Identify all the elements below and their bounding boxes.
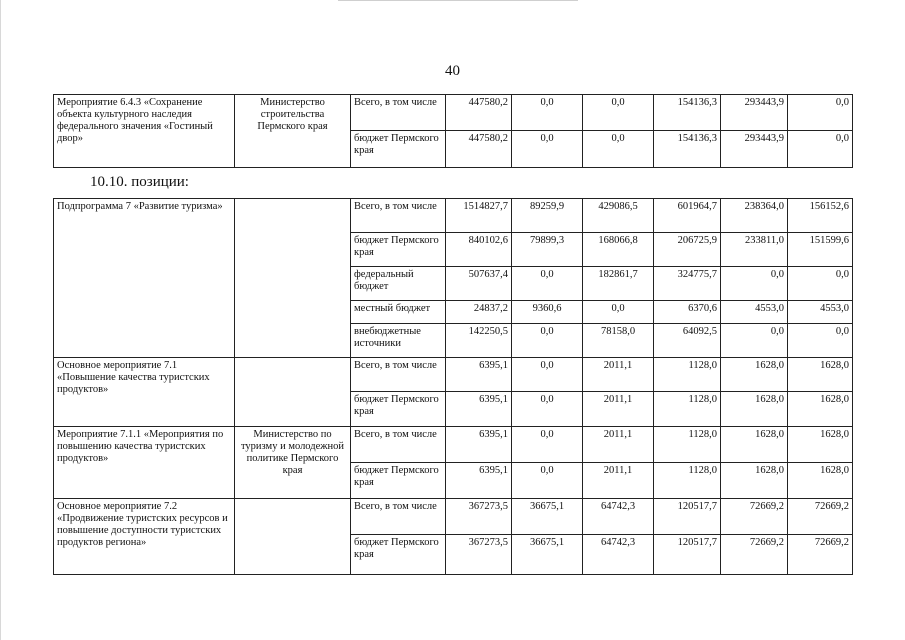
amount-cell-y2022: 72669,2 [788, 499, 853, 535]
amount-cell-y2019: 2011,1 [583, 427, 654, 463]
amount-cell-y2021: 0,0 [721, 267, 788, 301]
amount-cell-y2022: 1628,0 [788, 427, 853, 463]
amount-cell-y2019: 64742,3 [583, 535, 654, 575]
responsible-executor-cell: Министерство по туризму и молодежной политике Пермского края [235, 427, 351, 499]
funding-source-cell: федеральный бюджет [351, 267, 446, 301]
page-number: 40 [445, 63, 460, 79]
responsible-executor-cell: Министерство строительства Пермского края [235, 95, 351, 168]
amount-cell-y2022: 151599,6 [788, 233, 853, 267]
activity-name-cell: Основное мероприятие 7.2 «Продвижение туристских ресурсов и повышение доступности туристских продуктов региона» [54, 499, 235, 575]
section-heading: 10.10. позиции: [90, 174, 189, 190]
program-table-continued [53, 94, 853, 168]
amount-cell-y2019: 0,0 [583, 301, 654, 324]
activity-name-cell: Основное мероприятие 7.1 «Повышение качества туристских продуктов» [54, 358, 235, 427]
amount-cell-y2021: 72669,2 [721, 499, 788, 535]
amount-cell-y2020: 324775,7 [654, 267, 721, 301]
amount-cell-y2018: 0,0 [512, 358, 583, 392]
funding-source-cell: Всего, в том числе [351, 95, 446, 131]
amount-cell-y2020: 6370,6 [654, 301, 721, 324]
amount-cell-y2021: 1628,0 [721, 427, 788, 463]
funding-source-cell: Всего, в том числе [351, 358, 446, 392]
responsible-executor-cell [235, 499, 351, 575]
amount-cell-y2021: 293443,9 [721, 95, 788, 131]
amount-cell-y2020: 154136,3 [654, 131, 721, 168]
activity-name-cell: Мероприятие 6.4.3 «Сохранение объекта культурного наследия федерального значения «Гостиный двор» [54, 95, 235, 168]
amount-cell-y2022: 1628,0 [788, 392, 853, 427]
amount-cell-y2022: 0,0 [788, 95, 853, 131]
amount-cell-y2021: 4553,0 [721, 301, 788, 324]
amount-cell-y-total: 367273,5 [446, 535, 512, 575]
amount-cell-y2022: 4553,0 [788, 301, 853, 324]
responsible-executor-cell [235, 199, 351, 358]
amount-cell-y2018: 0,0 [512, 267, 583, 301]
amount-cell-y2018: 0,0 [512, 427, 583, 463]
funding-source-cell: бюджет Пермского края [351, 463, 446, 499]
amount-cell-y2019: 2011,1 [583, 358, 654, 392]
amount-cell-y2021: 238364,0 [721, 199, 788, 233]
table-row [54, 199, 853, 233]
amount-cell-y-total: 840102,6 [446, 233, 512, 267]
funding-source-cell: бюджет Пермского края [351, 131, 446, 168]
amount-cell-y2022: 0,0 [788, 267, 853, 301]
amount-cell-y2018: 36675,1 [512, 535, 583, 575]
amount-cell-y2018: 89259,9 [512, 199, 583, 233]
amount-cell-y2021: 1628,0 [721, 392, 788, 427]
amount-cell-y2018: 36675,1 [512, 499, 583, 535]
amount-cell-y-total: 367273,5 [446, 499, 512, 535]
funding-source-cell: бюджет Пермского края [351, 535, 446, 575]
funding-source-cell: местный бюджет [351, 301, 446, 324]
amount-cell-y2020: 120517,7 [654, 499, 721, 535]
amount-cell-y2019: 0,0 [583, 95, 654, 131]
amount-cell-y-total: 6395,1 [446, 427, 512, 463]
amount-cell-y2020: 1128,0 [654, 427, 721, 463]
amount-cell-y2021: 0,0 [721, 324, 788, 358]
amount-cell-y2020: 120517,7 [654, 535, 721, 575]
amount-cell-y2022: 0,0 [788, 131, 853, 168]
table-row [54, 499, 853, 535]
amount-cell-y2019: 2011,1 [583, 463, 654, 499]
amount-cell-y2020: 154136,3 [654, 95, 721, 131]
amount-cell-y2019: 0,0 [583, 131, 654, 168]
funding-source-cell: Всего, в том числе [351, 427, 446, 463]
amount-cell-y2020: 1128,0 [654, 463, 721, 499]
amount-cell-y2022: 1628,0 [788, 463, 853, 499]
funding-source-cell: бюджет Пермского края [351, 233, 446, 267]
amount-cell-y2021: 1628,0 [721, 358, 788, 392]
amount-cell-y2021: 233811,0 [721, 233, 788, 267]
funding-source-cell: Всего, в том числе [351, 199, 446, 233]
amount-cell-y2019: 64742,3 [583, 499, 654, 535]
amount-cell-y2019: 2011,1 [583, 392, 654, 427]
amount-cell-y2019: 182861,7 [583, 267, 654, 301]
program-table-positions [53, 198, 853, 575]
amount-cell-y-total: 6395,1 [446, 392, 512, 427]
table-row [54, 95, 853, 131]
responsible-executor-cell [235, 358, 351, 427]
amount-cell-y2020: 206725,9 [654, 233, 721, 267]
amount-cell-y2018: 79899,3 [512, 233, 583, 267]
amount-cell-y2020: 601964,7 [654, 199, 721, 233]
amount-cell-y2018: 0,0 [512, 392, 583, 427]
amount-cell-y2018: 9360,6 [512, 301, 583, 324]
amount-cell-y2021: 72669,2 [721, 535, 788, 575]
funding-source-cell: бюджет Пермского края [351, 392, 446, 427]
table-row [54, 358, 853, 392]
amount-cell-y-total: 447580,2 [446, 95, 512, 131]
amount-cell-y2021: 1628,0 [721, 463, 788, 499]
amount-cell-y2022: 156152,6 [788, 199, 853, 233]
amount-cell-y2022: 0,0 [788, 324, 853, 358]
amount-cell-y-total: 142250,5 [446, 324, 512, 358]
amount-cell-y2020: 64092,5 [654, 324, 721, 358]
amount-cell-y2022: 1628,0 [788, 358, 853, 392]
funding-source-cell: внебюджетные источники [351, 324, 446, 358]
amount-cell-y2019: 168066,8 [583, 233, 654, 267]
amount-cell-y2019: 429086,5 [583, 199, 654, 233]
activity-name-cell: Подпрограмма 7 «Развитие туризма» [54, 199, 235, 358]
amount-cell-y2022: 72669,2 [788, 535, 853, 575]
amount-cell-y-total: 6395,1 [446, 358, 512, 392]
funding-source-cell: Всего, в том числе [351, 499, 446, 535]
amount-cell-y2021: 293443,9 [721, 131, 788, 168]
amount-cell-y2018: 0,0 [512, 95, 583, 131]
amount-cell-y2019: 78158,0 [583, 324, 654, 358]
activity-name-cell: Мероприятие 7.1.1 «Мероприятия по повышению качества туристских продуктов» [54, 427, 235, 499]
amount-cell-y2020: 1128,0 [654, 392, 721, 427]
amount-cell-y2018: 0,0 [512, 324, 583, 358]
amount-cell-y2018: 0,0 [512, 463, 583, 499]
amount-cell-y-total: 507637,4 [446, 267, 512, 301]
scan-edge-line [338, 0, 578, 1]
amount-cell-y-total: 24837,2 [446, 301, 512, 324]
scan-edge-line [0, 0, 1, 640]
amount-cell-y2018: 0,0 [512, 131, 583, 168]
table-row [54, 427, 853, 463]
amount-cell-y-total: 6395,1 [446, 463, 512, 499]
amount-cell-y-total: 1514827,7 [446, 199, 512, 233]
amount-cell-y2020: 1128,0 [654, 358, 721, 392]
amount-cell-y-total: 447580,2 [446, 131, 512, 168]
